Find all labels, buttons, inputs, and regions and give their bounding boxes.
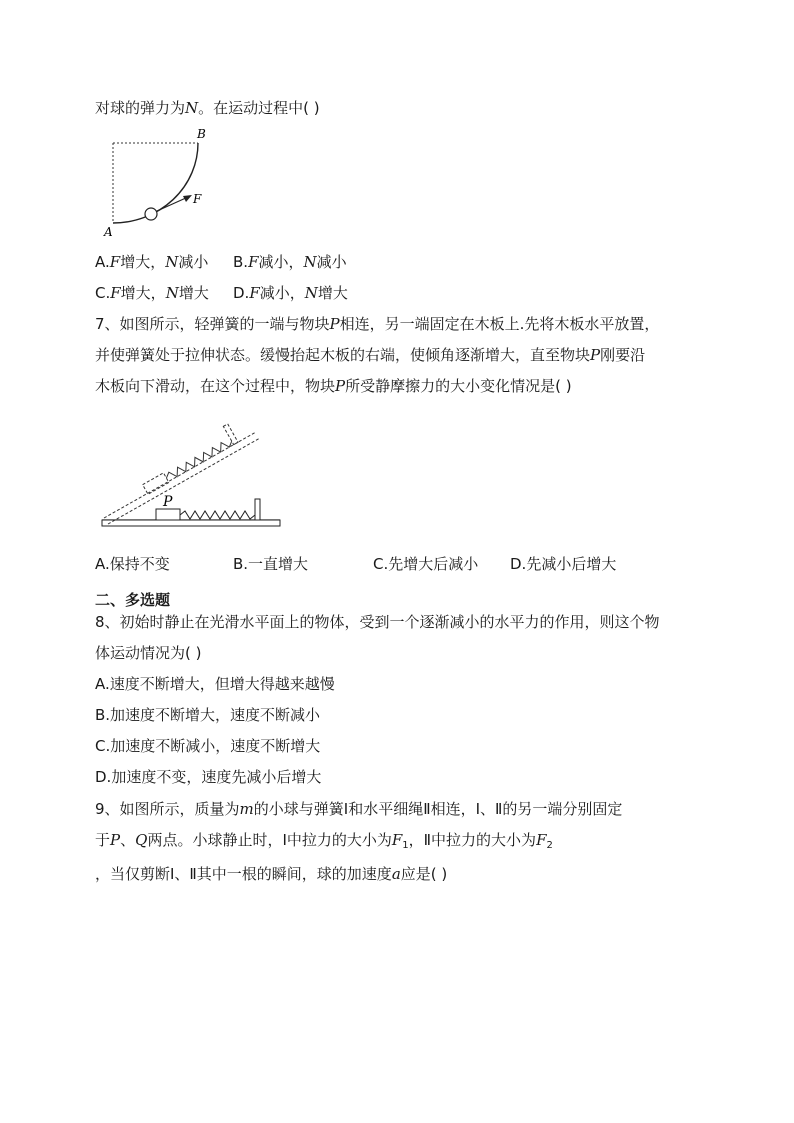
block-p [156, 509, 180, 520]
q8-line2: 体运动情况为( ) [95, 644, 202, 662]
q8-option-c[interactable]: C.加速度不断减小，速度不断增大 [95, 737, 321, 755]
q7-line1: 7、如图所示，轻弹簧的一端与物块P相连，另一端固定在木板上.先将木板水平放置， [95, 315, 660, 333]
section-heading: 二、多选题 [95, 591, 171, 609]
q8-option-a[interactable]: A.速度不断增大，但增大得越来越慢 [95, 675, 335, 693]
q6-figure [100, 125, 220, 240]
label-A: A [104, 225, 113, 239]
q7-line2: 并使弹簧处于拉伸状态。缓慢抬起木板的右端，使倾角逐渐增大，直至物块P刚要沿 [95, 346, 646, 364]
q6-option-b[interactable]: B.F减小，N减小 [233, 253, 347, 271]
q8-option-d[interactable]: D.加速度不变，速度先减小后增大 [95, 768, 322, 786]
q7-figure [98, 410, 288, 532]
base-board [102, 520, 280, 526]
q6-stem: 对球的弹力为N。在运动过程中( ) [95, 99, 320, 117]
q7-options [95, 554, 617, 574]
q8-option-b[interactable]: B.加速度不断增大，速度不断减小 [95, 706, 321, 724]
q6-option-c[interactable]: C.F增大，N增大 [95, 284, 209, 302]
spring-inclined [164, 438, 233, 482]
q7-option-c[interactable]: C.先增大后减小 [373, 555, 479, 573]
wall-ghost [223, 424, 238, 445]
q8-line1: 8、初始时静止在光滑水平面上的物体，受到一个逐渐减小的水平力的作用，则这个物 [95, 613, 660, 631]
q6-options-row2 [95, 283, 348, 303]
q7-option-d[interactable]: D.先减小后增大 [510, 555, 617, 573]
force-arrowhead [183, 195, 192, 202]
q7-option-b[interactable]: B.一直增大 [233, 555, 309, 573]
spring-horizontal [180, 511, 255, 519]
q9-line1: 9、如图所示，质量为m的小球与弹簧Ⅰ和水平细绳Ⅱ相连，Ⅰ、Ⅱ的另一端分别固定 [95, 800, 623, 818]
q7-line3: 木板向下滑动，在这个过程中，物块P所受静摩擦力的大小变化情况是( ) [95, 377, 572, 395]
q9-line3: ，当仅剪断Ⅰ、Ⅱ其中一根的瞬间，球的加速度a应是( ) [95, 865, 448, 883]
q9-line2: 于P、Q两点。小球静止时，Ⅰ中拉力的大小为$F_1$，Ⅱ中拉力的大小为$F_2$ [95, 831, 553, 851]
wall-post [255, 499, 260, 520]
label-F: F [193, 192, 202, 206]
force-arrow [157, 197, 188, 211]
label-B: B [197, 127, 206, 141]
ball [145, 208, 157, 220]
q7-option-a[interactable]: A.保持不变 [95, 555, 170, 573]
q6-option-a[interactable]: A.F增大，N减小 [95, 253, 209, 271]
incline-upper [104, 432, 256, 518]
label-P: P [163, 494, 173, 510]
q6-option-d[interactable]: D.F减小，N增大 [233, 284, 348, 302]
incline-lower [108, 438, 260, 524]
q6-options-row1 [95, 252, 347, 272]
